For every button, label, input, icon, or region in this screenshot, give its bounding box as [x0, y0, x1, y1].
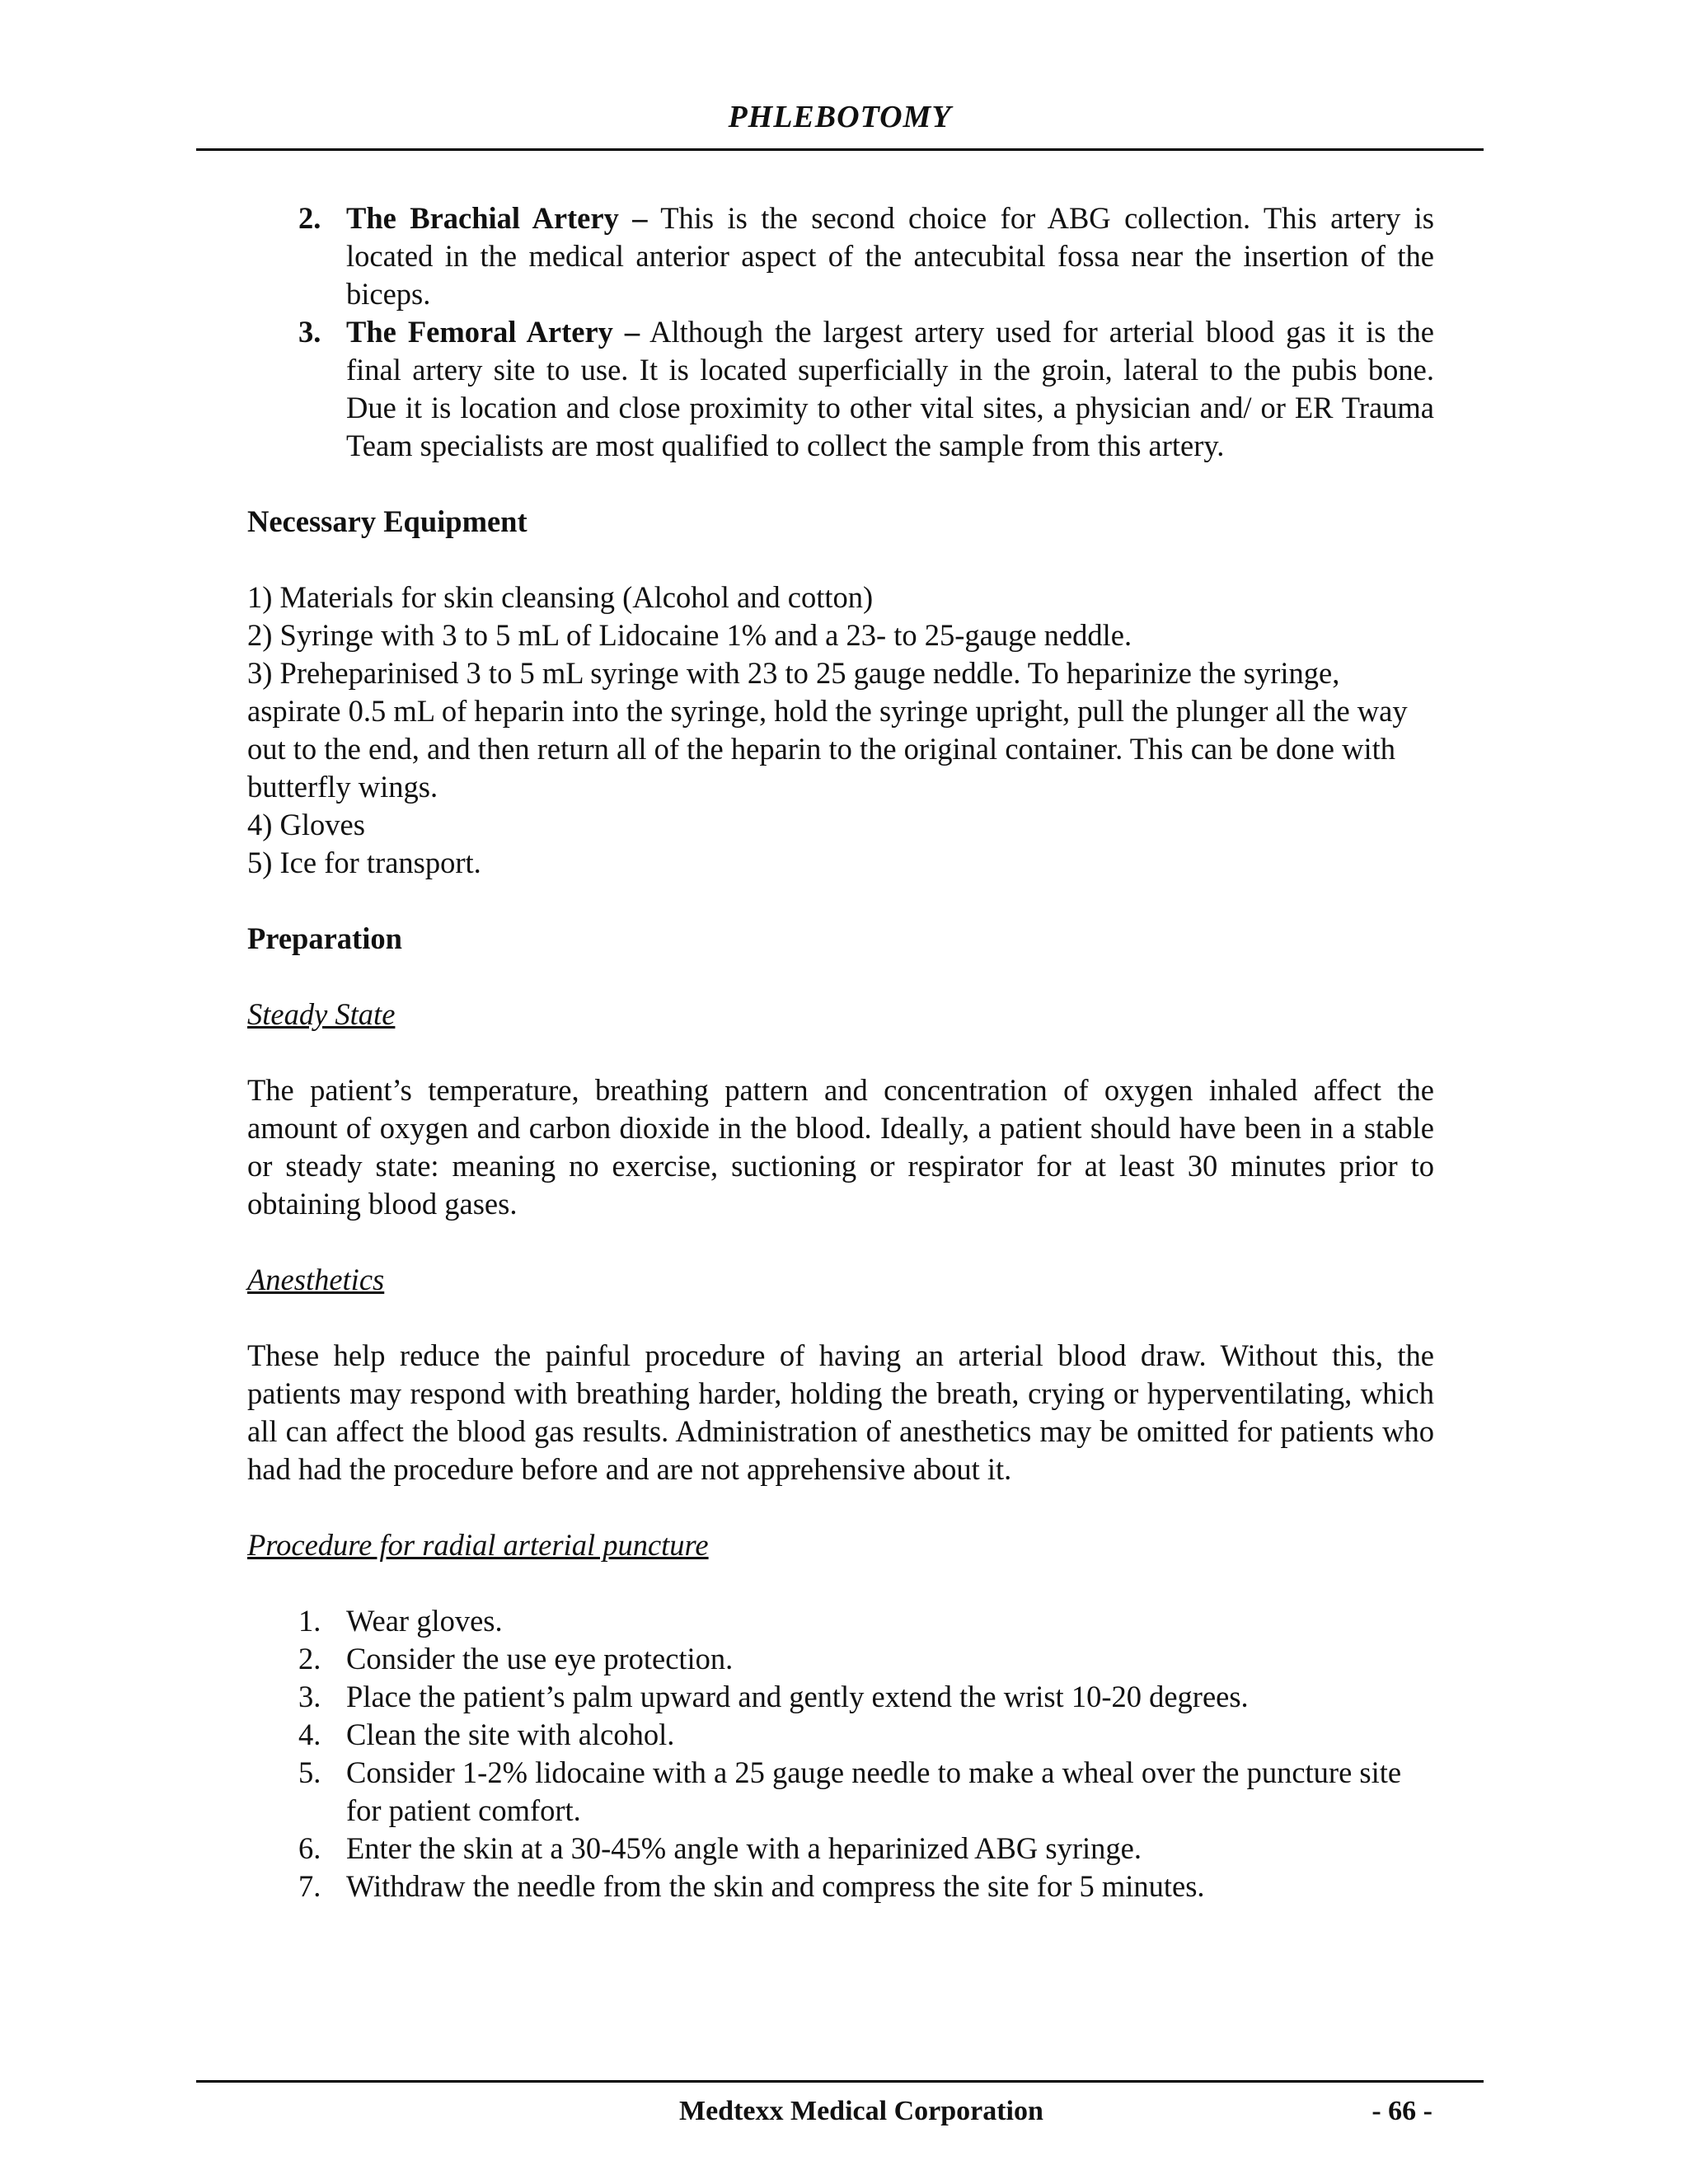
- step-text: Consider the use eye protection.: [346, 1642, 734, 1675]
- page-content: [247, 199, 1434, 1905]
- list-item: [247, 199, 1434, 313]
- procedure-step: [247, 1678, 1434, 1716]
- equipment-item: 4) Gloves: [247, 808, 365, 841]
- step-text: Consider 1-2% lidocaine with a 25 gauge needle to make a wheal over the puncture site for patient comfort.: [346, 1755, 1402, 1827]
- step-number: 6.: [298, 1831, 321, 1865]
- artery-term: The Femoral Artery –: [346, 315, 640, 349]
- running-header-title: PHLEBOTOMY: [728, 100, 952, 134]
- step-text: Clean the site with alcohol.: [346, 1718, 675, 1751]
- preparation-heading: Preparation: [247, 921, 402, 955]
- page-footer: [196, 2080, 1484, 2132]
- equipment-heading: Necessary Equipment: [247, 504, 528, 538]
- procedure-subheading: Procedure for radial arterial puncture: [247, 1528, 709, 1562]
- procedure-step: [247, 1868, 1434, 1905]
- step-number: 1.: [298, 1604, 321, 1638]
- page-header: [196, 97, 1484, 151]
- step-text: Wear gloves.: [346, 1604, 503, 1638]
- equipment-item: 3) Preheparinised 3 to 5 mL syringe with 23 to 25 gauge neddle. To heparinize the syringe, aspirate 0.5 mL of heparin into the syringe, hold the syringe upright, pull the plunger all the way out to the end, and then return all of the heparin to the original container. This can be done with butterfly wings.: [247, 656, 1408, 804]
- steady-state-paragraph: The patient’s temperature, breathing pattern and concentration of oxygen inhaled affect the amount of oxygen and carbon dioxide in the blood. Ideally, a patient should have been in a stable or steady state: meaning no exercise, suctioning or respirator for at least 30 minutes prior to obtaining blood gases.: [247, 1073, 1434, 1221]
- equipment-list: [247, 579, 1434, 882]
- procedure-step: [247, 1830, 1434, 1868]
- artery-term: The Brachial Artery –: [346, 201, 648, 235]
- procedure-steps: [247, 1602, 1434, 1905]
- list-number: 3.: [298, 315, 321, 349]
- procedure-step: [247, 1716, 1434, 1754]
- steady-state-subheading: Steady State: [247, 997, 396, 1031]
- equipment-item: 2) Syringe with 3 to 5 mL of Lidocaine 1% and a 23- to 25-gauge neddle.: [247, 618, 1132, 652]
- procedure-step: [247, 1640, 1434, 1678]
- step-text: Place the patient’s palm upward and gently extend the wrist 10-20 degrees.: [346, 1680, 1249, 1713]
- artery-list: [247, 199, 1434, 465]
- artery-description: Although the largest artery used for arterial blood gas it is the final artery site to use. It is located superficially in the groin, lateral to the pubis bone. Due it is location and close proximity to other vital sites, a physician and/ or ER Trauma Team specialists are most qualified to collect the sample from this artery.: [346, 315, 1434, 462]
- step-text: Withdraw the needle from the skin and compress the site for 5 minutes.: [346, 1869, 1205, 1903]
- procedure-step: [247, 1602, 1434, 1640]
- anesthetics-paragraph: These help reduce the painful procedure of having an arterial blood draw. Without this, the patients may respond with breathing harder, holding the breath, crying or hyperventilating, which all can affect the blood gas results. Administration of anesthetics may be omitted for patients who had had the procedure before and are not apprehensive about it.: [247, 1338, 1434, 1486]
- artery-description: This is the second choice for ABG collection. This artery is located in the medical anterior aspect of the antecubital fossa near the insertion of the biceps.: [346, 201, 1434, 311]
- list-number: 2.: [298, 201, 321, 235]
- step-number: 7.: [298, 1869, 321, 1903]
- step-number: 2.: [298, 1642, 321, 1675]
- page-number: - 66 -: [1372, 2096, 1432, 2126]
- step-text: Enter the skin at a 30-45% angle with a heparinized ABG syringe.: [346, 1831, 1142, 1865]
- equipment-item: 1) Materials for skin cleansing (Alcohol and cotton): [247, 580, 874, 614]
- anesthetics-subheading: Anesthetics: [247, 1263, 385, 1296]
- step-number: 5.: [298, 1755, 321, 1789]
- equipment-item: 5) Ice for transport.: [247, 846, 481, 879]
- step-number: 3.: [298, 1680, 321, 1713]
- procedure-step: [247, 1754, 1434, 1830]
- footer-company: Medtexx Medical Corporation: [679, 2096, 1043, 2126]
- list-item: [247, 313, 1434, 465]
- step-number: 4.: [298, 1718, 321, 1751]
